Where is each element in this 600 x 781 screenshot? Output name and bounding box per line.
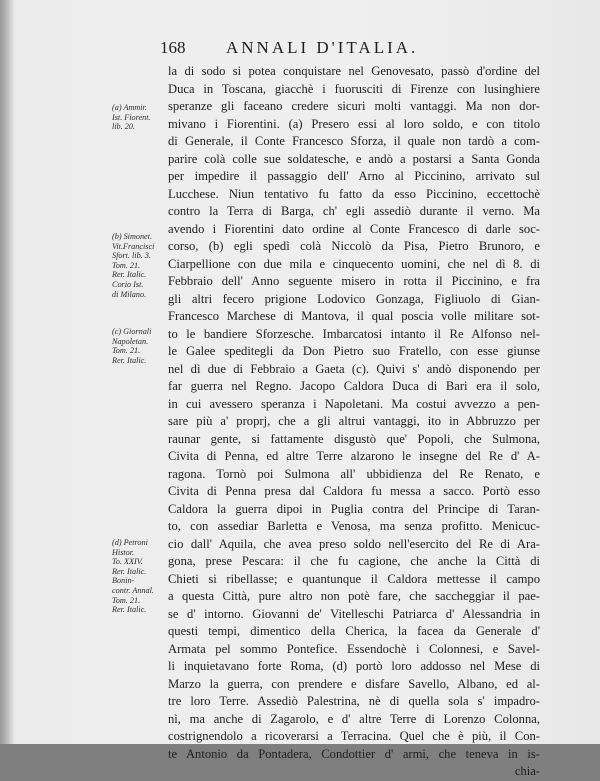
margin-note-line: (b) Simonet. xyxy=(112,232,153,241)
margin-note-c xyxy=(112,327,172,365)
margin-note-line: contr. Annal. xyxy=(112,585,154,595)
margin-note-line: Rer. Italic. xyxy=(112,566,147,576)
catchword: chia- xyxy=(514,764,540,778)
text-line: ragona. Tornò poi Sulmona all' ubbidienza del Re Renato, e xyxy=(168,466,540,481)
margin-note-line: Rer. Italic. xyxy=(112,270,147,280)
text-line: Ciarpellione con due mila e cinquecento uomini, che nel dì 8. di xyxy=(168,256,540,271)
margin-note-line: Rer. Italic. xyxy=(112,605,147,615)
text-line: corso, (b) egli spedì colà Niccolò da Pisa, Pietro Brunoro, e xyxy=(168,239,540,253)
text-line: se d' intorno. Giovanni de' Vitelleschi Patriarca d' Alessandria in xyxy=(168,606,540,621)
margin-note-line: Tom. 21. xyxy=(112,595,141,605)
text-line: tre loro Terre. Assediò Palestrina, nè di quella sola s' impadro- xyxy=(168,694,540,708)
text-line: li inquietavano forte Roma, (d) portò loro addosso nel Mese di xyxy=(168,659,540,673)
margin-note-line: Napoletan. xyxy=(112,336,149,346)
text-line: sare più a' proprj, che a gli altrui vantaggi, ito in Abbruzzo per xyxy=(168,414,540,428)
margin-note-b xyxy=(112,232,172,299)
text-line: nì, ma anche di Zagarolo, e d' altre Terre di Lorenzo Colonna, xyxy=(168,711,540,726)
text-line: contro la Terra di Barga, ch' egli assediò durante il verno. Ma xyxy=(168,204,540,218)
text-line: avendo i Fiorentini dato ordine al Conte Francesco di darle soc- xyxy=(168,221,540,236)
text-line: to, con assediar Barletta e Venosa, ma senza profitto. Menicuc- xyxy=(168,519,540,533)
text-line: speranze gli faceano credere sicuri molti vantaggi. Ma non dor- xyxy=(168,99,540,113)
text-line: parire colà colle sue soldatesche, e andò a postarsi a Santa Gonda xyxy=(168,151,540,166)
margin-note-line: Sfort. lib. 3. xyxy=(112,251,151,261)
margin-note-line: Tom. 21. xyxy=(112,260,141,270)
margin-note-line: (d) Petroni xyxy=(112,538,148,547)
text-line: Francesco Marchese di Mantova, il qual poscia volle militare sot- xyxy=(168,309,540,323)
margin-note-line: To. XXIV. xyxy=(112,557,143,567)
running-title: ANNALI D'ITALIA. xyxy=(226,38,419,57)
margin-note-d xyxy=(112,538,172,615)
text-line: di Generale, il Conte Francesco Sforza, il quale non tardò a com- xyxy=(168,134,540,148)
text-line: costrignendolo a ricoverarsi a Terracina. Quel che è più, il Con- xyxy=(168,729,540,743)
text-line: gona, prese Pescara: il che fu cagione, che anche la Città di xyxy=(168,554,540,568)
text-line: mivano i Fiorentini. (a) Presero essi al loro soldo, e con titolo xyxy=(168,116,540,131)
text-line: Armata pel sommo Pontefice. Essendochè i Colonnesi, e Savel- xyxy=(168,641,540,656)
margin-note-line: Corio Ist. xyxy=(112,279,144,289)
text-line: a questa Città, pure altro non potè fare, che saccheggiar il pae- xyxy=(168,589,540,603)
text-line: Caldora la guerra dipoi in Puglia contra del Principe di Taran- xyxy=(168,501,540,516)
margin-note-a xyxy=(112,103,172,132)
text-line: Febbraio dell' Anno seguente misero in rotta il Piccinino, e fra xyxy=(168,274,540,288)
text-line: in cui avessero speranza i Napoletani. Ma costui avvezzo a pen- xyxy=(168,396,540,411)
margin-note-line: (a) Ammir. xyxy=(112,103,147,112)
text-line: nel dì due di Febbraio a Gaeta (c). Quivi s' andò disponendo per xyxy=(168,361,540,376)
margin-note-line: di Milano. xyxy=(112,289,147,299)
body-text xyxy=(168,63,540,781)
text-line: to le bandiere Sforzesche. Imbarcatosi intanto il Re Alfonso nel- xyxy=(168,326,540,341)
gutter-shadow xyxy=(0,0,14,744)
text-line: far guerra nel Regno. Jacopo Caldora Duca di Bari era il solo, xyxy=(168,379,540,393)
text-line: per impedire il passaggio dell' Arno al Piccinino, arrivato sul xyxy=(168,169,540,183)
text-line: raunar gente, si fattamente disgustò que' Popoli, che Sulmona, xyxy=(168,431,540,446)
text-line: Civita di Penna presa dal Caldora fu messa a sacco. Portò esso xyxy=(168,484,540,498)
margin-note-line: Tom. 21. xyxy=(112,346,141,356)
text-line: questi tempi, dimentico della Cherica, la facea da Generale d' xyxy=(168,624,540,638)
text-line: Marzo la guerra, con prendere e disfare Savello, Albano, ed al- xyxy=(168,676,540,691)
text-line: te Antonio da Pontadera, Condottier d' armi, che teneva in is- xyxy=(168,746,540,761)
margin-note-line: Rer. Italic. xyxy=(112,355,147,365)
margin-note-line: Bonin- xyxy=(112,576,135,586)
text-line: gli altri fecero prigione Lodovico Gonzaga, Figliuolo di Gian- xyxy=(168,291,540,306)
text-line: Chieti si ribellasse; e quantunque il Caldora mettesse il campo xyxy=(168,571,540,586)
text-line: le Galee speditegli da Don Pietro suo Fratello, con esse giunse xyxy=(168,344,540,358)
text-line: cio dall' Aquila, che avea preso soldo nell'esercito del Re di Ara- xyxy=(168,536,540,551)
margin-note-line: Histor. xyxy=(112,547,135,557)
margin-note-line: lib. 20. xyxy=(112,122,135,132)
margin-note-line: Ist. Fiorent. xyxy=(112,112,151,122)
margin-note-line: (c) Giornali xyxy=(112,327,152,336)
text-line: Lucchese. Niun tentativo fu fatto da esso Piccinino, eccettochè xyxy=(168,186,540,201)
margin-note-line: Vit.Francisci xyxy=(112,241,155,251)
text-line: Civita di Penna, ed altre Terre alzarono le insegne del Re d' A- xyxy=(168,449,540,463)
page-number: 168 xyxy=(160,38,186,57)
page-header xyxy=(160,38,520,60)
text-line: Duca in Toscana, giacchè i fuorusciti di Firenze con lusinghiere xyxy=(168,81,540,96)
text-line: la di sodo si potea conquistare nel Genovesato, passò d'ordine del xyxy=(168,64,540,78)
